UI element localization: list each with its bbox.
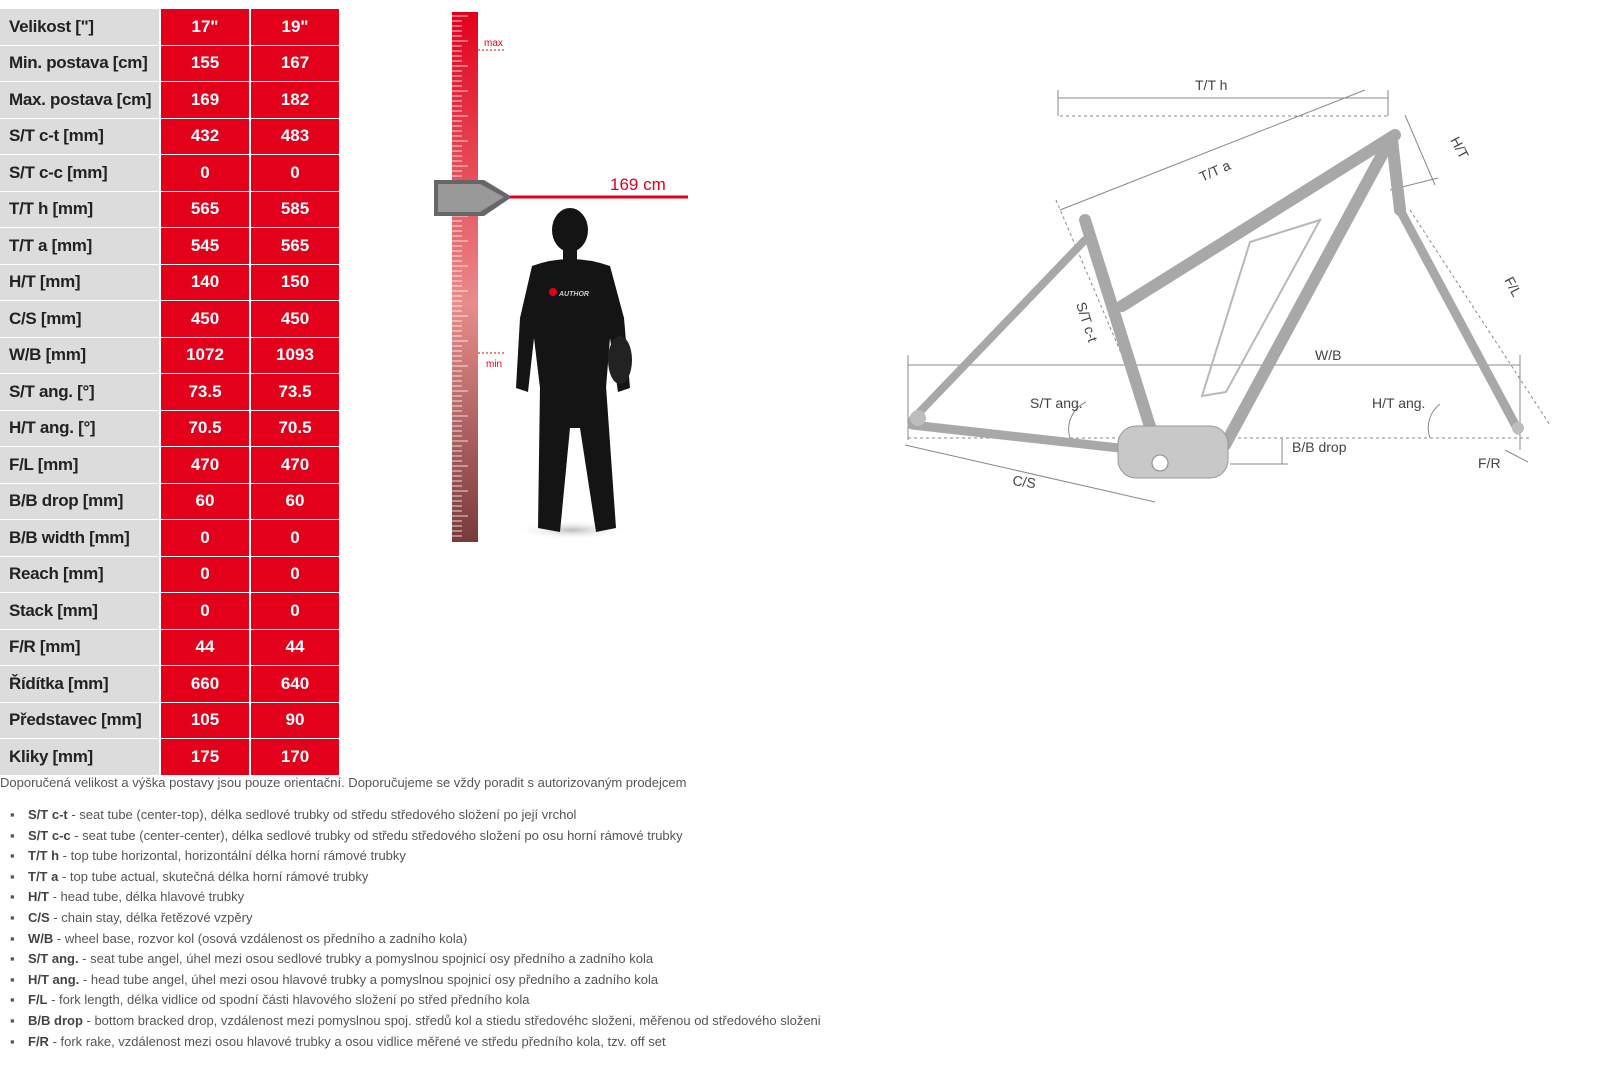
value-17: 44 [160,629,250,666]
legend-text: - top tube horizontal, horizontální délka horní rámové trubky [59,848,406,864]
value-19: 1093 [250,337,339,374]
value-19: 73.5 [250,374,339,411]
height-slider-icon [434,180,512,216]
row-label: S/T c-t [mm] [0,118,160,155]
value-19: 483 [250,118,339,155]
bullet-icon: ▪ [10,889,15,905]
label-ht: H/T [1447,133,1473,162]
table-row [0,593,339,630]
row-label: Reach [mm] [0,556,160,593]
value-17: 0 [160,520,250,557]
size-disclaimer: Doporučená velikost a výška postavy jsou pouze orientační. Doporučujeme se vždy poradit s autorizovaným prodejcem [0,775,687,790]
bullet-icon: ▪ [10,807,15,822]
table-row [0,82,339,119]
value-19: 470 [250,447,339,484]
value-19: 640 [250,666,339,703]
table-row [0,118,339,155]
table-row [0,483,339,520]
value-17: 565 [160,191,250,228]
value-17: 70.5 [160,410,250,447]
label-tt-h: T/T h [1195,77,1228,93]
table-row [0,337,339,374]
value-19: 19" [250,9,339,45]
legend-item [10,805,821,826]
table-row [0,410,339,447]
value-19: 44 [250,629,339,666]
value-17: 432 [160,118,250,155]
legend-text: - wheel base, rozvor kol (osová vzdálenost os předního a zadního kola) [53,930,468,946]
row-label: Stack [mm] [0,593,160,630]
table-row [0,374,339,411]
value-19: 565 [250,228,339,265]
legend-text: - top tube actual, skutečná délka horní rámové trubky [58,868,369,884]
fork-dropout-icon [1512,422,1524,434]
label-tt-a: T/T a [1196,156,1233,185]
table-row [0,739,339,776]
value-17: 175 [160,739,250,776]
legend-item [10,908,821,929]
legend-item [10,867,821,888]
value-17: 660 [160,666,250,703]
value-19: 450 [250,301,339,338]
bullet-icon: ▪ [10,992,15,1008]
legend-text: - head tube, délka hlavové trubky [48,889,245,905]
row-label: S/T c-c [mm] [0,155,160,192]
legend-abbr: H/T [28,889,49,905]
rear-dropout-icon [910,410,926,426]
label-fl: F/L [1501,273,1525,300]
table-row [0,520,339,557]
row-label: Max. postava [cm] [0,82,160,119]
value-19: 90 [250,702,339,739]
table-row [0,228,339,265]
legend-abbr: H/T ang. [28,971,80,987]
abbreviation-legend [10,805,821,1052]
label-bb-drop: B/B drop [1292,439,1347,455]
value-17: 140 [160,264,250,301]
value-17: 169 [160,82,250,119]
value-19: 182 [250,82,339,119]
legend-abbr: T/T a [28,868,59,884]
legend-text: - seat tube angel, úhel mezi osou sedlové trubky a pomyslnou spojnicí osy předního a zadního kola [78,951,654,967]
table-row [0,666,339,703]
row-label: H/T ang. [°] [0,410,160,447]
value-19: 70.5 [250,410,339,447]
table-row [0,447,339,484]
legend-abbr: W/B [28,930,54,946]
value-17: 1072 [160,337,250,374]
table-row [0,191,339,228]
row-label: Řídítka [mm] [0,666,160,703]
value-17: 155 [160,45,250,82]
row-label: W/B [mm] [0,337,160,374]
row-label: H/T [mm] [0,264,160,301]
legend-abbr: S/T c-t [28,807,68,822]
row-label: C/S [mm] [0,301,160,338]
label-st-ct: S/T c-t [1073,299,1102,344]
value-17: 450 [160,301,250,338]
table-row [0,45,339,82]
legend-item [10,929,821,950]
label-wb: W/B [1315,347,1342,363]
value-19: 60 [250,483,339,520]
value-17: 60 [160,483,250,520]
legend-item [10,1011,821,1032]
geometry-table [0,9,339,776]
jersey-logo: AUTHOR [559,291,589,298]
row-label: Velikost ["] [0,9,160,45]
bullet-icon: ▪ [10,951,15,967]
legend-abbr: B/B drop [28,1012,83,1028]
bullet-icon: ▪ [10,868,15,884]
value-17: 0 [160,155,250,192]
row-label: Kliky [mm] [0,739,160,776]
legend-abbr: S/T c-c [28,827,71,843]
table-row [0,264,339,301]
bullet-icon: ▪ [10,848,15,864]
value-17: 73.5 [160,374,250,411]
label-st-ang: S/T ang. [1030,395,1083,411]
legend-item [10,1032,821,1053]
max-label: max [484,38,503,49]
table-row [0,155,339,192]
value-17: 0 [160,556,250,593]
value-17: 545 [160,228,250,265]
value-17: 105 [160,702,250,739]
legend-abbr: C/S [28,909,50,925]
value-19: 170 [250,739,339,776]
table-row [0,556,339,593]
label-cs: C/S [1011,472,1037,492]
bike-frame-icon [912,135,1518,452]
value-19: 0 [250,155,339,192]
value-19: 585 [250,191,339,228]
bullet-icon: ▪ [10,1033,15,1049]
value-19: 0 [250,593,339,630]
legend-item [10,990,821,1011]
row-label: Min. postava [cm] [0,45,160,82]
legend-text: - fork length, délka vidlice od spodní části hlavového složení po střed předního kola [47,992,530,1008]
min-label: min [486,359,503,370]
bullet-icon: ▪ [10,909,15,925]
label-fr: F/R [1478,455,1501,471]
value-17: 17" [160,9,250,45]
row-label: T/T h [mm] [0,191,160,228]
label-ht-ang: H/T ang. [1372,395,1426,411]
bullet-icon: ▪ [10,827,15,843]
row-label: B/B width [mm] [0,520,160,557]
rider-height-figure [420,8,710,548]
rider-silhouette-icon [516,208,632,532]
value-19: 0 [250,556,339,593]
legend-text: - bottom bracked drop, vzdálenost mezi pomyslnou spoj. středů kol a stiedu středovéhc složeni, měřenou od středového složeni [82,1012,821,1028]
legend-abbr: F/L [28,992,48,1008]
table-row [0,9,339,45]
value-19: 167 [250,45,339,82]
row-label: Představec [mm] [0,702,160,739]
legend-item [10,949,821,970]
bullet-icon: ▪ [10,1012,15,1028]
legend-text: - head tube angel, úhel mezi osou hlavové trubky a pomyslnou spojnicí osy předního a zadního kola [79,971,659,987]
value-17: 0 [160,593,250,630]
legend-text: - seat tube (center-center), délka sedlové trubky od středu středového složení po osu horní rámové trubky [70,827,683,843]
legend-item [10,970,821,991]
legend-item [10,887,821,908]
legend-text: - seat tube (center-top), délka sedlové trubky od středu středového složení po její vrchol [67,807,577,822]
row-label: T/T a [mm] [0,228,160,265]
legend-item [10,846,821,867]
bullet-icon: ▪ [10,930,15,946]
frame-geometry-diagram [890,70,1580,510]
row-label: B/B drop [mm] [0,483,160,520]
table-row [0,702,339,739]
table-row [0,629,339,666]
table-row [0,301,339,338]
row-label: S/T ang. [°] [0,374,160,411]
motor-icon [1118,426,1228,478]
value-19: 0 [250,520,339,557]
legend-text: - chain stay, délka řetězové vzpěry [49,909,253,925]
row-label: F/R [mm] [0,629,160,666]
legend-abbr: S/T ang. [28,951,79,967]
legend-item [10,826,821,847]
height-value: 169 cm [610,175,666,194]
legend-abbr: T/T h [28,848,60,864]
row-label: F/L [mm] [0,447,160,484]
logo-badge-icon [549,288,557,296]
value-19: 150 [250,264,339,301]
legend-abbr: F/R [28,1033,49,1049]
height-ruler [452,12,478,542]
bullet-icon: ▪ [10,971,15,987]
legend-text: - fork rake, vzdálenost mezi osou hlavové trubky a osou vidlice měřené ve středu předního kola, tzv. off set [48,1033,666,1049]
value-17: 470 [160,447,250,484]
